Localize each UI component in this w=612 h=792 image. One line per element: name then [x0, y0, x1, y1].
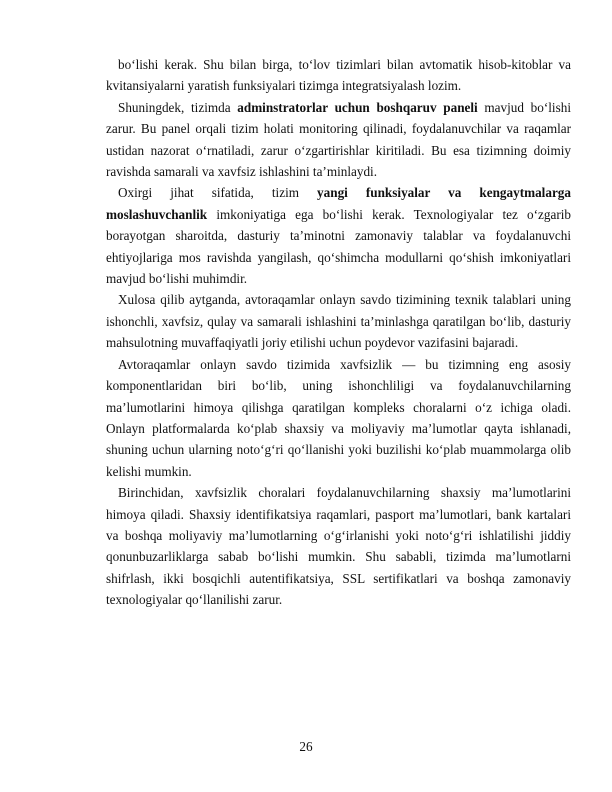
paragraph-text: imkoniyatiga ega bo‘lishi kerak. Texnologiyalar tez o‘zgarib borayotgan sharoitda, dasturiy ta’minotni zamonaviy talablar va foydalanuvchi ehtiyojlariga mos ravishda yangilash, qo‘shimcha modullarni qo‘shish imkoniyatlari mavjud bo‘lishi muhimdir. [106, 206, 571, 287]
bold-term: yangi funksiyalar va kengaytmalarga moslashuvchanlik [106, 185, 571, 222]
paragraph [106, 97, 571, 183]
paragraph-text: Xulosa qilib aytganda, avtoraqamlar onlayn savdo tizimining texnik talablari uning ishonchli, xavfsiz, qulay va samarali ishlashini ta’minlashga qaratilgan bo‘lib, dasturiy mahsulotning muvaffaqiyatli joriy etilishi uchun poydevor vazifasini bajaradi. [106, 292, 571, 351]
paragraph-text: bo‘lishi kerak. Shu bilan birga, to‘lov tizimlari bilan avtomatik hisob-kitoblar va kvitansiyalarni yaratish funksiyalari tizimga integratsiyalash lozim. [106, 57, 571, 94]
paragraph [106, 182, 571, 289]
paragraph-text: mavjud bo‘lishi zarur. Bu panel orqali tizim holati monitoring qilinadi, foydalanuvchilar va raqamlar ustidan nazorat o‘rnatiladi, zarur o‘zgartirishlar kiritiladi. Bu esa tizimning doimiy ravishda samarali va xavfsiz ishlashini ta’minlaydi. [106, 99, 571, 180]
paragraph-text: Birinchidan, xavfsizlik choralari foydalanuvchilarning shaxsiy ma’lumotlarini himoya qiladi. Shaxsiy identifikatsiya raqamlari, pasport ma’lumotlari, bank kartalari va boshqa moliyaviy ma’lumotlarning o‘g‘irlanishi yoki noto‘g‘ri ishlatilishi jiddiy qonunbuzarliklarga sabab bo‘lishi mumkin. Shu sababli, tizimda ma’lumotlarni shifrlash, ikki bosqichli autentifikatsiya, SSL sertifikatlari va boshqa zamonaviy texnologiyalar qo‘llanilishi zarur. [106, 485, 571, 608]
body-text [106, 54, 571, 611]
paragraph-text: Avtoraqamlar onlayn savdo tizimida xavfsizlik — bu tizimning eng asosiy komponentlaridan biri bo‘lib, uning ishonchliligi va foydalanuvchilarning ma’lumotlarini himoya qilishga qaratilgan kompleks choralarni o‘z ichiga oladi. Onlayn platformalarda ko‘plab shaxsiy va moliyaviy ma’lumotlar qayta ishlanadi, shuning uchun ularning noto‘g‘ri qo‘llanishi yoki buzilishi ko‘plab muammolarga olib kelishi mumkin. [106, 356, 571, 479]
paragraph-text: Shuningdek, tizimda [118, 99, 238, 115]
page-number: 26 [299, 739, 313, 754]
paragraph [106, 482, 571, 610]
paragraph [106, 54, 571, 97]
paragraph [106, 289, 571, 353]
bold-term: adminstratorlar uchun boshqaruv paneli [237, 99, 478, 115]
paragraph [106, 354, 571, 482]
paragraph-text: Oxirgi jihat sifatida, tizim [118, 185, 318, 201]
